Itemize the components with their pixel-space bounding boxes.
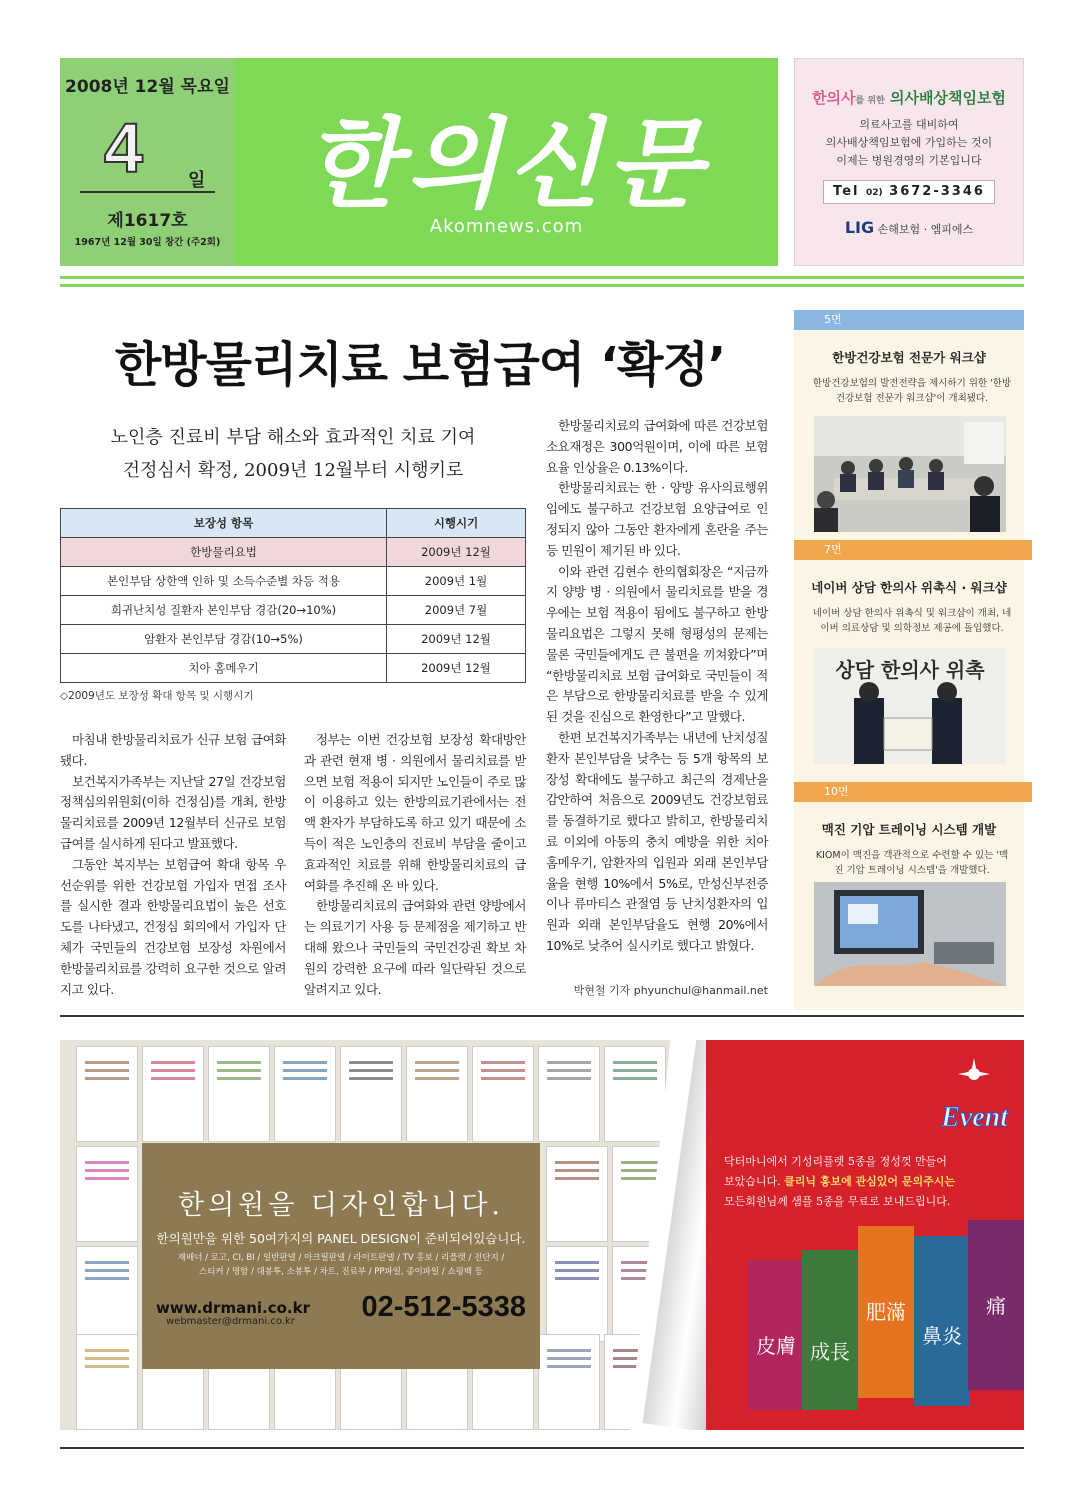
sidebar-page-tag: 10면 [794, 782, 1032, 802]
ad-slogan: 한의원을 디자인합니다. [178, 1190, 504, 1221]
article-column-2 [304, 730, 526, 1000]
tel-number: 3672-3346 [889, 184, 985, 199]
newspaper-name: 한의신문 [305, 107, 708, 222]
insurance-ad[interactable] [794, 58, 1024, 266]
sidebar-item-desc: 한방건강보험의 발전전략을 제시하기 위한 '한방건강보험 전문가 워크샵'이 개최됐다. [812, 378, 1012, 404]
article-subhead: 노인층 진료비 부담 해소와 효과적인 치료 기여 [110, 427, 476, 448]
table-caption: ◇2009년도 보장성 확대 항목 및 시행시기 [60, 690, 254, 702]
tel-area: 02) [866, 188, 883, 198]
sponsor-text: 손해보험 · 엠피에스 [877, 223, 974, 236]
brochure-sample: 痛 [968, 1220, 1024, 1390]
brochure-sample: 皮膚 [748, 1260, 804, 1410]
insurance-ad-line: 의료사고를 대비하여 [859, 118, 959, 131]
date-panel [60, 58, 235, 266]
article-column-3 [546, 416, 768, 957]
table-header: 보장성 항목 [61, 509, 387, 538]
photo-banner-text: 상담 한의사 위촉 [835, 658, 985, 682]
table-cell: 2009년 12월 [387, 538, 526, 567]
training-system-photo [814, 882, 1006, 986]
event-line: 닥터마니에서 기성리플렛 5종을 정성껏 만들어 [724, 1155, 947, 1168]
article-column-1 [60, 730, 286, 1000]
brochure-thumbnail [142, 1046, 204, 1142]
brochure-thumbnail [76, 1046, 138, 1142]
ad-menu-line: 스티커 / 명함 / 대봉투, 소봉투 / 차트, 진료부 / PP파일, 종이파일 / 쇼핑백 등 [199, 1267, 483, 1277]
drmani-ad[interactable] [60, 1040, 1024, 1430]
article-paragraph: 마침내 한방물리치료가 신규 보험 급여화 됐다. [60, 732, 286, 768]
tel-label: Tel [833, 184, 860, 199]
brochure-sample: 成長 [802, 1250, 858, 1410]
brochure-thumbnail [546, 1246, 608, 1342]
section-divider [60, 1015, 1024, 1017]
table-row [61, 567, 526, 596]
table-header-row [61, 509, 526, 538]
insurance-ad-tel [823, 180, 995, 204]
design-service-box [142, 1143, 540, 1369]
ad-website[interactable]: www.drmani.co.kr [156, 1299, 310, 1317]
insurance-ad-sponsor [795, 218, 1023, 237]
table-cell: 2009년 1월 [387, 567, 526, 596]
sidebar-item-title: 맥진 기압 트레이닝 시스템 개발 [821, 822, 997, 837]
sidebar-item[interactable] [794, 540, 1024, 782]
brochure-sample: 鼻炎 [914, 1236, 970, 1406]
issue-number: 제1617호 [107, 211, 188, 231]
date-divider [80, 191, 215, 193]
article-paragraph: 한방물리치료의 급여화와 관련 양방에서는 의료기기 사용 등 문제점을 제기하고 반대해 왔으나 국민들의 국민건강권 확보 차원의 강력한 요구에 따라 일단락된 것으로 알려지고 있다. [304, 898, 526, 997]
sidebar-page-tag: 5면 [794, 310, 1024, 330]
coverage-table [60, 508, 526, 683]
table-header: 시행시기 [387, 509, 526, 538]
table-cell: 희귀난치성 질환자 본인부담 경감(20→10%) [61, 596, 387, 625]
insurance-ad-title-small: 를 위한 [855, 96, 885, 106]
table-cell: 2009년 12월 [387, 625, 526, 654]
ceremony-photo [814, 648, 1006, 764]
brochure-sample: 肥滿 [858, 1226, 914, 1398]
table-cell: 암환자 본인부담 경감(10→5%) [61, 625, 387, 654]
table-row [61, 654, 526, 683]
article-paragraph: 그동안 복지부는 보험급여 확대 항목 우선순위를 위한 건강보험 가입자 면접 조사를 실시한 결과 한방물리요법이 높은 선호도를 나타냈고, 건정심 회의에서 가입자 단체가 국민들의 건강보험 보장성 차원에서 한방물리치료를 강력히 요구한 것으로 알려지고 있다. [60, 856, 286, 997]
brochure-thumbnail [538, 1334, 600, 1430]
article-paragraph: 한방물리치료는 한 · 양방 유사의료행위임에도 불구하고 건강보험 요양급여로 인정되지 않아 그동안 환자에게 혼란을 주는 등 민원이 제기된 바 있다. [546, 480, 768, 558]
ad-phone: 02-512-5338 [361, 1291, 526, 1323]
article-byline: 박현철 기자 phyunchul@hanmail.net [573, 984, 768, 997]
table-cell: 한방물리요법 [61, 538, 387, 567]
table-cell: 2009년 12월 [387, 654, 526, 683]
brochure-thumbnail [538, 1046, 600, 1142]
insurance-ad-line: 의사배상책임보험에 가입하는 것이 [825, 136, 993, 149]
article-paragraph: 이와 관련 김현수 한의협회장은 “지금까지 양방 병 · 의원에서 물리치료를 받을 경우에는 보험 적용이 됨에도 불구하고 한방물리요법은 그렇지 못해 형평성의 문제는 물론 국민들에게도 큰 불편을 끼쳐왔다”며 “한방물리치료 보험 급여화로 국민들이 적은 부담으로 한방물리치료를 받을 수 있게 된 것을 진심으로 환영한다”고 말했다. [546, 563, 768, 725]
event-line [724, 1172, 1010, 1192]
table-row [61, 596, 526, 625]
article-paragraph: 한방물리치료의 급여화에 따른 건강보험 소요재정은 300억원이며, 이에 따른 보험요율 인상율은 0.13%이다. [546, 418, 768, 475]
ad-panel-text: 한의원만을 위한 50여가지의 PANEL DESIGN이 준비되어있습니다. [156, 1231, 526, 1246]
event-line-text: 보았습니다. [724, 1175, 781, 1188]
issue-date: 2008년 12월 목요일 [65, 77, 230, 97]
issue-day-suffix: 일 [188, 170, 206, 191]
brochure-thumbnail [76, 1246, 138, 1342]
newspaper-logo [235, 58, 778, 266]
brochure-thumbnail [472, 1046, 534, 1142]
ad-email[interactable]: webmaster@drmani.co.kr [166, 1316, 295, 1327]
event-line: 모든회원님께 샘플 5종을 무료로 보내드립니다. [724, 1195, 951, 1208]
ad-menu-line: 재배너 / 로고, CI, BI / 일반판넬 / 아크릴판넬 / 라이트판넬 / TV 홍보 / 리플렛 / 전단지 / [177, 1253, 505, 1263]
event-panel [706, 1040, 1024, 1430]
sidebar-page-tag: 7면 [794, 540, 1032, 560]
ad-menu [162, 1251, 520, 1279]
fireworks-icon [954, 1056, 994, 1090]
green-divider [60, 276, 1024, 279]
sidebar-item-desc: 네이버 상담 한의사 위촉식 및 워크샵이 개최, 네이버 의료상담 및 의학정보 제공에 돌입했다. [812, 608, 1012, 634]
sidebar-item-desc: KIOM이 맥진을 객관적으로 수련할 수 있는 '맥진 기압 트레이닝 시스템'을 개발했다. [815, 850, 1009, 876]
brochure-thumbnail [76, 1334, 138, 1430]
newspaper-url[interactable]: Akomnews.com [429, 216, 584, 237]
insurance-ad-line: 이제는 병원경영의 기본입니다 [836, 154, 982, 167]
table-row [61, 538, 526, 567]
event-body [724, 1152, 1010, 1212]
brochure-thumbnail [340, 1046, 402, 1142]
brochure-thumbnail [208, 1046, 270, 1142]
masthead [60, 58, 778, 266]
insurance-ad-brand: 한의사 [812, 89, 856, 107]
brochure-thumbnail [274, 1046, 336, 1142]
article-headline: 한방물리치료 보험급여 ‘확정’ [114, 337, 726, 393]
sponsor-logo: LIG [844, 218, 875, 237]
issue-day: 4 [104, 109, 143, 187]
article-paragraph: 한편 보건복지가족부는 내년에 난치성질환자 본인부담을 낮추는 등 5개 항목의 보장성 확대에도 불구하고 최근의 경제난을 감안하여 처음으로 2009년도 건강보험료를 동결하기로 했다고 밝히고, 한방물리치료 이외에 아동의 충치 예방을 위한 치아 홈메우기, 암환자의 입원과 외래 본인부담율을 현행 10%에서 5%로, 만성신부전증이나 류마티스 관절염 등 난치성환자의 입원과 외래 본인부담율도 현행 20%에서 10%로 낮추어 실시키로 했다고 밝혔다. [546, 729, 768, 953]
sidebar-item-title: 한방건강보험 전문가 워크샵 [832, 350, 986, 365]
green-divider [60, 284, 1024, 287]
sidebar-item-title: 네이버 상담 한의사 위촉식 · 워크샵 [811, 580, 1007, 595]
workshop-photo [814, 416, 1006, 532]
article-paragraph: 보건복지가족부는 지난달 27일 건강보험정책심의위원회(이하 건정심)를 개최, 한방물리치료를 2009년 12월부터 신규로 보험급여를 실시하게 된다고 발표했다. [60, 773, 286, 851]
event-title: Event [941, 1102, 1008, 1133]
founded-date: 1967년 12월 30일 창간 (주2회) [74, 237, 221, 248]
article-subhead: 건정심서 확정, 2009년 12월부터 시행키로 [122, 460, 464, 481]
news-sidebar [794, 310, 1024, 1010]
insurance-ad-body [795, 116, 1023, 170]
event-line-highlight: 클리닉 홍보에 관심있어 문의주시는 [784, 1175, 956, 1188]
sidebar-item[interactable] [794, 782, 1024, 1010]
brochure-thumbnail [604, 1046, 666, 1142]
insurance-ad-title-main: 의사배상책임보험 [890, 89, 1006, 107]
insurance-ad-title [795, 87, 1023, 108]
sidebar-item[interactable] [794, 310, 1024, 540]
section-divider [60, 1447, 1024, 1449]
brochure-thumbnail [406, 1046, 468, 1142]
brochure-thumbnail [76, 1146, 138, 1242]
table-row [61, 625, 526, 654]
brochure-thumbnail [546, 1146, 608, 1242]
table-cell: 치아 홈메우기 [61, 654, 387, 683]
table-cell: 2009년 7월 [387, 596, 526, 625]
table-cell: 본인부담 상한액 인하 및 소득수준별 차등 적용 [61, 567, 387, 596]
article-paragraph: 정부는 이번 건강보험 보장성 확대방안과 관련 현재 병 · 의원에서 물리치료를 받으면 보험 적용이 되지만 노인들이 주로 많이 이용하고 있는 한방의료기관에서는 전액 환자가 부담하도록 하고 있기 때문에 소득이 적은 노인층의 진료비 부담을 줄이고 효과적인 치료를 위해 한방물리치료의 급여화를 추진해 온 바 있다. [304, 732, 526, 893]
